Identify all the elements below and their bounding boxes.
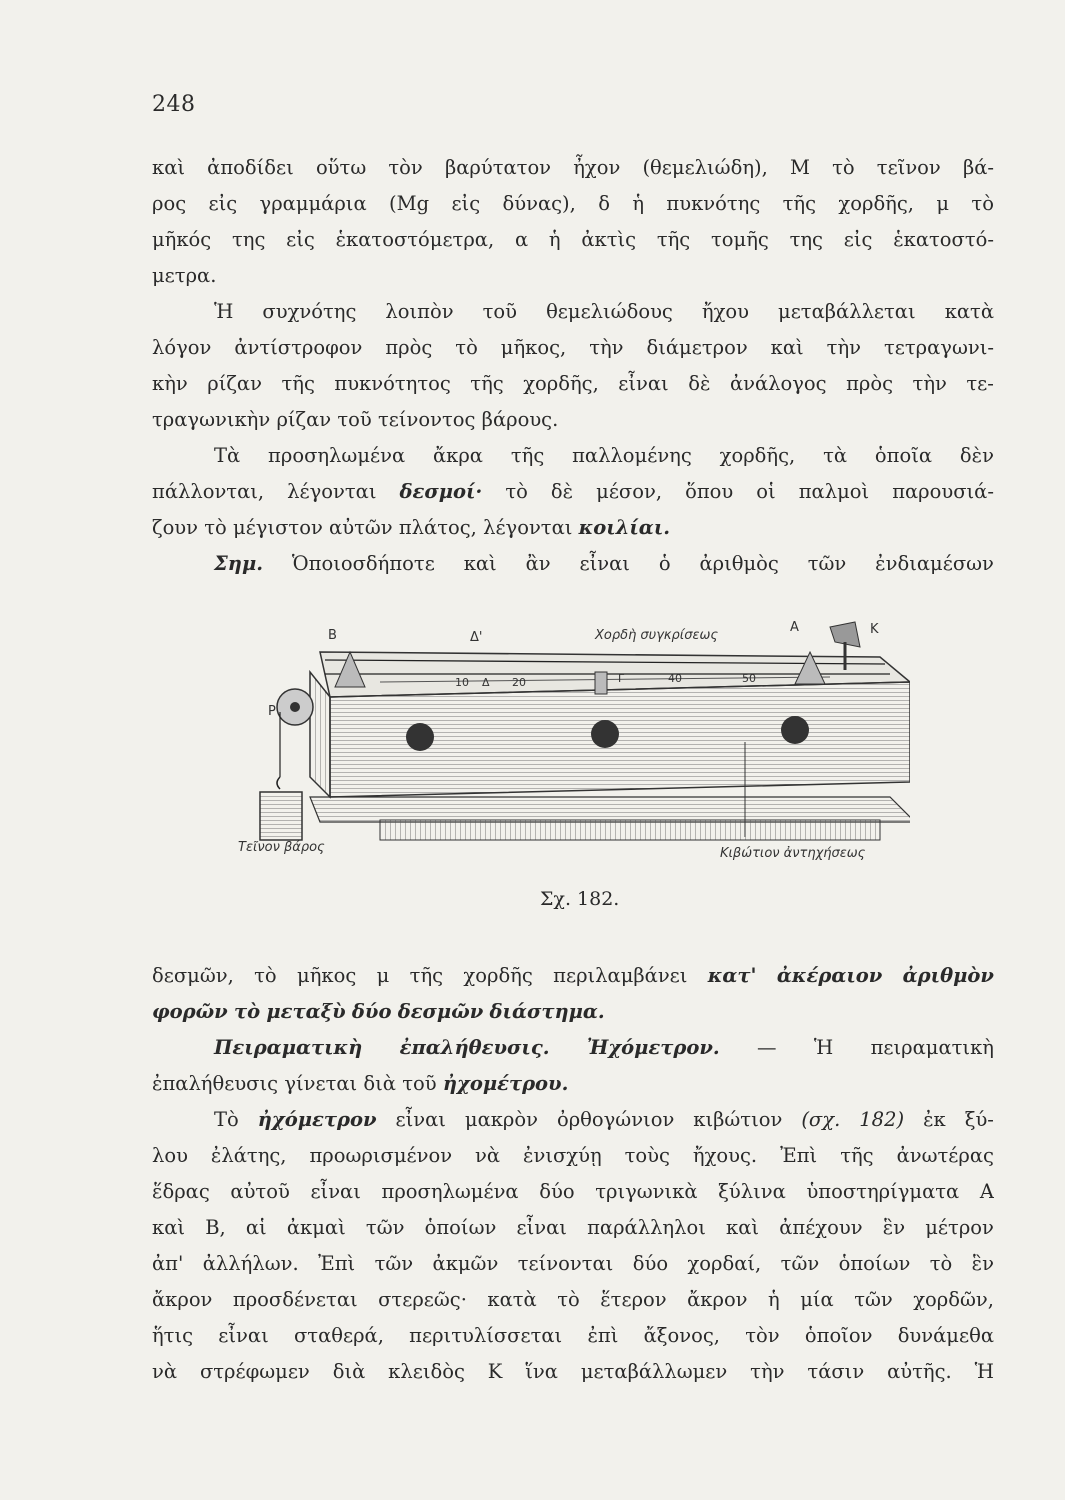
text-line	[152, 1102, 994, 1138]
word: διὰ	[363, 1072, 396, 1095]
word: αὐτῶν	[329, 516, 393, 539]
word: μεταβάλλεται	[778, 300, 916, 323]
word: τῆς	[409, 964, 444, 987]
word: πρὸς	[385, 336, 433, 359]
word: μετρα.	[152, 264, 217, 287]
text-line	[152, 510, 994, 546]
word: ἓν	[882, 1216, 906, 1239]
word: ἀριθμὸς	[699, 552, 779, 575]
word: χορδῆς	[463, 964, 533, 987]
word: τὸ	[505, 480, 528, 503]
word: κατ'	[707, 964, 757, 987]
word: A	[979, 1180, 994, 1203]
word: τὸν	[388, 156, 423, 179]
word: ἄκρον	[152, 1288, 213, 1311]
word: ἵνα	[525, 1360, 558, 1383]
word: μακρὸν	[464, 1108, 538, 1131]
word: Ἡ	[214, 300, 234, 323]
word: δ	[598, 192, 610, 215]
word: ἀκμῶν	[432, 1252, 499, 1275]
word: ἡ	[632, 192, 645, 215]
word: ἀνάλογος	[729, 372, 827, 395]
word: μέγιστον	[233, 516, 323, 539]
label-scale-40: 40	[668, 672, 682, 685]
word: τὸ	[971, 192, 994, 215]
word: ἀνωτέρας	[896, 1144, 994, 1167]
word: τὸν	[745, 1324, 780, 1347]
text-line	[152, 366, 994, 402]
text-line	[152, 1210, 994, 1246]
word: οἱ	[756, 480, 776, 503]
word: ἐλάτης,	[210, 1144, 287, 1167]
word: πειραματικὴ	[870, 1036, 994, 1059]
word: Ἠχόμετρον.	[586, 1036, 720, 1059]
page-number: 248	[152, 92, 196, 117]
word: ἄκρα	[432, 444, 483, 467]
word: βαρύτατον	[444, 156, 552, 179]
word: εἶναι	[516, 1216, 567, 1239]
label-resonance-box: Κιβώτιον ἀντηχήσεως	[720, 846, 866, 861]
word: δεσμοί·	[399, 480, 483, 503]
word: τοὺς	[624, 1144, 670, 1167]
word: ἐπὶ	[587, 1324, 619, 1347]
word: τὰ	[823, 444, 848, 467]
sound-hole	[406, 723, 434, 751]
word: Ὁποιοσδήποτε	[291, 552, 435, 575]
word: τῶν	[807, 552, 847, 575]
text-line	[152, 258, 994, 294]
word: Τὰ	[214, 444, 241, 467]
word: τριγωνικὰ	[595, 1180, 698, 1203]
word: ξύλινα	[718, 1180, 786, 1203]
word: περιτυλίσσεται	[409, 1324, 563, 1347]
word: τὸ	[455, 336, 478, 359]
word: τὴν	[750, 1360, 785, 1383]
word: ἑκατοστό-	[893, 228, 994, 251]
word: ἓν	[971, 1252, 994, 1275]
word: ἀκμαὶ	[286, 1216, 346, 1239]
word: δεσμῶν,	[152, 964, 234, 987]
word: δύο	[632, 1252, 669, 1275]
word: χορδῆς,	[838, 192, 914, 215]
label-gamma: Γ	[618, 672, 625, 685]
word: προωρισμένον	[309, 1144, 453, 1167]
word: ἕτερον	[600, 1288, 667, 1311]
word: Τὸ	[214, 1108, 239, 1131]
label-scale-20: 20	[512, 676, 526, 689]
word: πλάτος,	[398, 516, 477, 539]
word: μία	[800, 1288, 834, 1311]
label-d-prime: Δ'	[470, 630, 483, 645]
text-line	[152, 1030, 994, 1066]
word: περιλαμβάνει	[553, 964, 688, 987]
word: εἶναι	[618, 372, 669, 395]
word: ἀποδίδει	[207, 156, 294, 179]
word: τάσιν	[807, 1360, 865, 1383]
movable-bridge	[595, 672, 607, 694]
word: ρίζαν	[207, 372, 262, 395]
word: ὀρθογώνιον	[556, 1108, 675, 1131]
word: μ	[376, 964, 390, 987]
word: χορδῆς,	[523, 372, 599, 395]
label-a: A	[790, 620, 799, 635]
word: τεῖνον	[876, 156, 941, 179]
word: ἄκρον	[687, 1288, 748, 1311]
word: δύνας),	[502, 192, 576, 215]
word: τὸ	[557, 1288, 580, 1311]
word: ἐπαλήθευσις	[152, 1072, 279, 1095]
word: προσηλωμένα	[268, 444, 406, 467]
weight	[260, 792, 302, 840]
word: B,	[205, 1216, 226, 1239]
word: ἥτις	[152, 1324, 194, 1347]
word: προσδένεται	[232, 1288, 358, 1311]
word: μέσον,	[596, 480, 663, 503]
text-line	[152, 1282, 994, 1318]
word: ἕδρας	[152, 1180, 210, 1203]
word: γίνεται	[284, 1072, 358, 1095]
word: ἡ	[768, 1288, 780, 1311]
word: δύο	[351, 1000, 392, 1023]
text-line	[152, 438, 994, 474]
word: Πειραματικὴ	[214, 1036, 363, 1059]
word: ὁποῖα	[874, 444, 933, 467]
text-line	[152, 1174, 994, 1210]
word: πρὸς	[846, 372, 894, 395]
word: ἀκέραιον	[776, 964, 883, 987]
word: τε-	[966, 372, 994, 395]
word: τὸ	[832, 156, 855, 179]
label-scale-10: 10	[455, 676, 469, 689]
word: πυκνότητος	[334, 372, 451, 395]
word: εἶναι	[310, 1180, 361, 1203]
word: ὁ	[658, 552, 671, 575]
word: συχνότης	[262, 300, 357, 323]
sound-hole	[781, 716, 809, 744]
word: εἶναι	[579, 552, 630, 575]
label-tension-weight: Τεῖνον βάρος	[238, 840, 325, 855]
word: ἀπ'	[152, 1252, 184, 1275]
word: της	[789, 228, 823, 251]
word: ζουν	[152, 516, 199, 539]
word: μέτρον	[925, 1216, 994, 1239]
word: δὲ	[550, 480, 574, 503]
word: νὰ	[152, 1360, 178, 1383]
word: ἠχόμετρον	[257, 1108, 377, 1131]
word: πάλλονται,	[152, 480, 265, 503]
text-line	[152, 294, 994, 330]
word: ξύ-	[964, 1108, 994, 1131]
word: ὑποστηρίγματα	[806, 1180, 960, 1203]
word: κατὰ	[487, 1288, 537, 1311]
word: τὴν	[826, 336, 861, 359]
word: τῆς	[281, 372, 315, 395]
word: (Mg	[389, 192, 430, 215]
word: Ἡ	[974, 1360, 994, 1383]
word: εἰς	[286, 228, 315, 251]
word: παλμοὶ	[798, 480, 870, 503]
word: τῆς	[840, 1144, 874, 1167]
label-p: P	[268, 704, 276, 719]
word: τετραγωνι-	[883, 336, 994, 359]
text-line	[152, 186, 994, 222]
text-line	[152, 150, 994, 186]
word: καὶ	[152, 156, 186, 179]
word: χορδαί,	[687, 1252, 762, 1275]
word: καὶ	[770, 336, 804, 359]
word: ἀντίστροφον	[234, 336, 363, 359]
word: τῆς	[470, 372, 504, 395]
word: τραγωνικὴν	[152, 408, 271, 431]
word: εἶναι	[218, 1324, 269, 1347]
word: τὸ	[204, 516, 227, 539]
word: Ἡ	[813, 1036, 834, 1059]
figure-caption: Σχ. 182.	[540, 888, 620, 910]
text-line	[152, 1138, 994, 1174]
word: ρος	[152, 192, 187, 215]
word: τὸ	[233, 1000, 261, 1023]
word: βά-	[962, 156, 994, 179]
word: ἐκ	[923, 1108, 946, 1131]
word: εἰς	[843, 228, 873, 251]
word: θεμελιώδους	[546, 300, 673, 323]
word: λου	[152, 1144, 188, 1167]
word: εἰς	[208, 192, 238, 215]
word: νὰ	[475, 1144, 501, 1167]
word: χορδῆς,	[719, 444, 796, 467]
word: ἡ	[548, 228, 561, 251]
text-line	[152, 330, 994, 366]
word: τῶν	[374, 1252, 414, 1275]
word: λοιπὸν	[385, 300, 454, 323]
word: —	[757, 1036, 777, 1059]
word: ἀριθμὸν	[902, 964, 994, 987]
word: εἰς	[451, 192, 481, 215]
word: ὁποίων	[424, 1216, 497, 1239]
word: ἂν	[525, 552, 551, 575]
word: τῆς	[656, 228, 691, 251]
word: ἐπαλήθευσις.	[399, 1036, 550, 1059]
word: ἤχους.	[692, 1144, 758, 1167]
label-scale-50: 50	[742, 672, 756, 685]
word: διάμετρον	[646, 336, 748, 359]
word: σταθερά,	[293, 1324, 384, 1347]
word: λόγον	[152, 336, 212, 359]
word: χορδῶν,	[913, 1288, 994, 1311]
word: μεταξὺ	[266, 1000, 346, 1023]
word: κατὰ	[944, 300, 994, 323]
word: της	[231, 228, 266, 251]
word: στρέφωμεν	[199, 1360, 310, 1383]
word: τῶν	[780, 1252, 820, 1275]
word: Ἐπὶ	[318, 1252, 356, 1275]
word: στερεῶς·	[378, 1288, 467, 1311]
word: τῶν	[365, 1216, 405, 1239]
word: α	[514, 228, 529, 251]
word: δεσμῶν	[397, 1000, 484, 1023]
word: ὁποίων	[838, 1252, 911, 1275]
word: (σχ.	[801, 1108, 841, 1131]
text-line	[152, 994, 994, 1030]
word: φορῶν	[152, 1000, 228, 1023]
word: λέγονται	[483, 516, 573, 539]
text-line	[152, 546, 994, 582]
word: τοῦ	[482, 300, 518, 323]
word: K	[487, 1360, 503, 1383]
word: Σημ.	[214, 552, 264, 575]
word: προσηλωμένα	[381, 1180, 519, 1203]
word: τοῦ	[337, 408, 372, 431]
word: εἶναι	[395, 1108, 446, 1131]
word: ἑκατοστόμετρα,	[335, 228, 495, 251]
text-line	[152, 474, 994, 510]
word: διάστημα.	[489, 1000, 605, 1023]
word: ἐνδιαμέσων	[875, 552, 994, 575]
text-block-bottom	[152, 958, 994, 1390]
word: δύο	[539, 1180, 575, 1203]
text-line	[152, 1246, 994, 1282]
word: κὴν	[152, 372, 188, 395]
text-line	[152, 958, 994, 994]
word: βάρους.	[481, 408, 559, 431]
word: αἱ	[245, 1216, 267, 1239]
sound-hole	[591, 720, 619, 748]
word: δυνάμεθα	[897, 1324, 994, 1347]
word: δὲ	[688, 372, 711, 395]
word: γραμμάρια	[259, 192, 367, 215]
word: λέγονται	[287, 480, 377, 503]
word: ἐνισχύῃ	[523, 1144, 602, 1167]
text-line	[152, 1066, 994, 1102]
word: αὐτῆς.	[887, 1360, 952, 1383]
word: ὅπου	[685, 480, 734, 503]
word: ρίζαν	[276, 408, 332, 431]
word: τὸ	[929, 1252, 953, 1275]
word: ἦχον	[573, 156, 621, 179]
word: τῆς	[782, 192, 817, 215]
word: ὁποῖον	[804, 1324, 873, 1347]
word: τείνονται	[517, 1252, 614, 1275]
word: τὴν	[589, 336, 624, 359]
word: M	[789, 156, 810, 179]
word: μῆκός	[152, 228, 212, 251]
word: παλλομένης	[572, 444, 692, 467]
word: παράλληλοι	[587, 1216, 706, 1239]
word: καὶ	[152, 1216, 186, 1239]
label-delta: Δ	[482, 676, 490, 689]
echometer-drawing	[230, 612, 910, 872]
word: μεταβάλλωμεν	[580, 1360, 728, 1383]
label-comparison-string: Χορδὴ συγκρίσεως	[595, 628, 718, 643]
word: τῶν	[854, 1288, 893, 1311]
word: Ἐπὶ	[780, 1144, 818, 1167]
word: 182)	[859, 1108, 905, 1131]
word: κλειδὸς	[388, 1360, 465, 1383]
word: οὕτω	[315, 156, 367, 179]
word: παρουσιά-	[892, 480, 994, 503]
text-line	[152, 402, 994, 438]
word: ἠχομέτρου.	[442, 1072, 569, 1095]
word: ἀλλήλων.	[202, 1252, 299, 1275]
text-line	[152, 1318, 994, 1354]
figure-echometer	[230, 612, 910, 872]
word: ἤχου	[701, 300, 749, 323]
word: διὰ	[332, 1360, 366, 1383]
word: ἄξονος,	[643, 1324, 720, 1347]
label-b: B	[328, 628, 337, 643]
word: αὐτοῦ	[230, 1180, 290, 1203]
word: καὶ	[726, 1216, 760, 1239]
word: κιβώτιον	[693, 1108, 783, 1131]
word: δὲν	[959, 444, 994, 467]
base-board	[310, 797, 910, 840]
text-block-top	[152, 150, 994, 582]
word: (θεμελιώδη),	[642, 156, 768, 179]
word: ἀπέχουν	[779, 1216, 863, 1239]
word: τὸ	[254, 964, 277, 987]
word: τομῆς	[711, 228, 769, 251]
word: τείνοντος	[378, 408, 476, 431]
word: κοιλίαι.	[578, 516, 671, 539]
word: μῆκος,	[500, 336, 567, 359]
label-k: K	[870, 622, 879, 637]
word: ἀκτὶς	[581, 228, 637, 251]
word: πυκνότης	[666, 192, 761, 215]
word: τὴν	[912, 372, 947, 395]
word: μῆκος	[297, 964, 357, 987]
word: καὶ	[463, 552, 497, 575]
word: τοῦ	[402, 1072, 437, 1095]
text-line	[152, 1354, 994, 1390]
word: τῆς	[510, 444, 545, 467]
text-line	[152, 222, 994, 258]
word: μ	[936, 192, 950, 215]
